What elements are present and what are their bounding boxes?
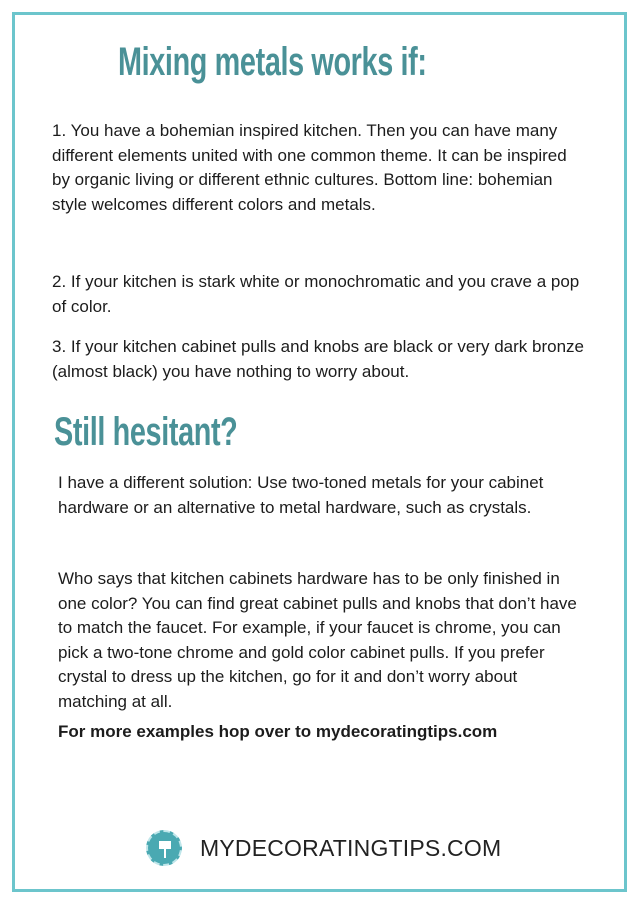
- heading-mixing-metals: Mixing metals works if:: [118, 40, 427, 84]
- paragraph-solution: I have a different solution: Use two-toned metals for your cabinet hardware or an alternative to metal hardware, such as crystals.: [58, 473, 544, 517]
- paragraph-examples: Who says that kitchen cabinets hardware has to be only finished in one color? You can find great cabinet pulls and knobs that don’t have to match the faucet. For example, if your faucet is chrome, you can pick a two-tone chrome and gold color cabinet pulls. If you prefer crystal to dress up the kitchen, go for it and don’t worry about matching at all.: [58, 569, 577, 711]
- site-name[interactable]: MYDECORATINGTIPS.COM: [200, 834, 502, 861]
- point-1: 1. You have a bohemian inspired kitchen. Then you can have many different elements united with one common theme. It can be inspired by organic living or different ethnic cultures. Bottom line: bohemian style welcomes different colors and metals.: [52, 121, 567, 214]
- footer: [146, 830, 501, 866]
- cta-link[interactable]: For more examples hop over to mydecoratingtips.com: [58, 722, 498, 741]
- heading-still-hesitant: Still hesitant?: [54, 410, 238, 454]
- point-3: 3. If your kitchen cabinet pulls and knobs are black or very dark bronze (almost black) you have nothing to worry about.: [52, 337, 585, 381]
- point-2: 2. If your kitchen is stark white or monochromatic and you crave a pop of color.: [52, 272, 580, 316]
- logo-icon: [146, 830, 182, 866]
